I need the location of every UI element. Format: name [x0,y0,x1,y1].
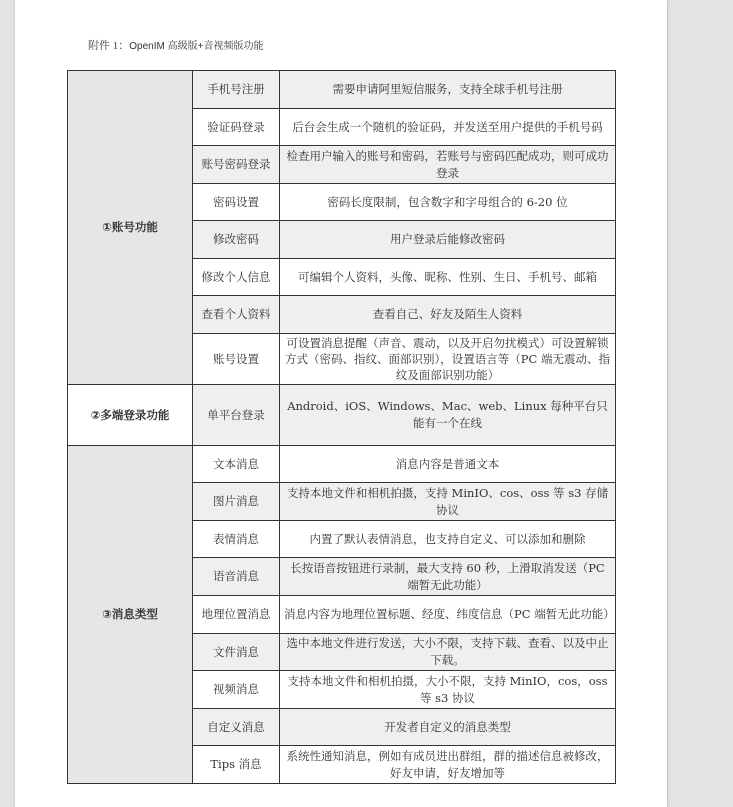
table-row [68,71,616,109]
feature-name: 验证码登录 [193,109,280,146]
document-title [88,37,263,53]
feature-description: 支持本地文件和相机拍摄，大小不限，支持 MinIO，cos，oss 等 s3 协议 [280,671,616,709]
feature-name: 查看个人资料 [193,296,280,334]
table-row [68,446,616,483]
feature-table [67,70,616,784]
feature-description: 开发者自定义的消息类型 [280,709,616,746]
feature-name: 修改个人信息 [193,259,280,296]
feature-description: 查看自己、好友及陌生人资料 [280,296,616,334]
table-row [68,385,616,446]
feature-name: 地理位置消息 [193,596,280,634]
feature-description: 长按语音按钮进行录制，最大支持 60 秒，上滑取消发送（PC 端暂无此功能） [280,558,616,596]
feature-name: 修改密码 [193,221,280,259]
feature-description: 需要申请阿里短信服务，支持全球手机号注册 [280,71,616,109]
feature-name: 账号设置 [193,334,280,385]
feature-name: 自定义消息 [193,709,280,746]
feature-description: 后台会生成一个随机的验证码，并发送至用户提供的手机号码 [280,109,616,146]
feature-description: 用户登录后能修改密码 [280,221,616,259]
feature-name: 账号密码登录 [193,146,280,184]
feature-description: 选中本地文件进行发送，大小不限，支持下载、查看、以及中止下载。 [280,634,616,671]
feature-name: 密码设置 [193,184,280,221]
title-main: OpenIM 高级版+音视频版功能 [129,41,264,52]
feature-name: 视频消息 [193,671,280,709]
feature-name: 图片消息 [193,483,280,521]
feature-description: 可编辑个人资料，头像、昵称、性别、生日、手机号、邮箱 [280,259,616,296]
category-account: ①账号功能 [68,71,193,385]
feature-description: 内置了默认表情消息，也支持自定义、可以添加和删除 [280,521,616,558]
feature-name: 表情消息 [193,521,280,558]
title-prefix: 附件 1： [88,40,130,52]
feature-name: 语音消息 [193,558,280,596]
feature-name: 文件消息 [193,634,280,671]
category-multi-login: ②多端登录功能 [68,385,193,446]
feature-description: 可设置消息提醒（声音、震动，以及开启勿扰模式）可设置解锁方式（密码、指纹、面部识别），设置语言等（PC 端无震动、指纹及面部识别功能） [280,334,616,385]
category-message-types: ③消息类型 [68,446,193,784]
feature-name: 单平台登录 [193,385,280,446]
feature-description: Android、iOS、Windows、Mac、web、Linux 每种平台只能有一个在线 [280,385,616,446]
feature-name: 手机号注册 [193,71,280,109]
feature-description: 消息内容为地理位置标题、经度、纬度信息（PC 端暂无此功能） [280,596,616,634]
feature-description: 系统性通知消息，例如有成员进出群组，群的描述信息被修改，好友申请，好友增加等 [280,746,616,784]
feature-name: 文本消息 [193,446,280,483]
feature-description: 支持本地文件和相机拍摄，支持 MinIO、cos、oss 等 s3 存储协议 [280,483,616,521]
feature-description: 检查用户输入的账号和密码，若账号与密码匹配成功，则可成功登录 [280,146,616,184]
feature-description: 密码长度限制，包含数字和字母组合的 6-20 位 [280,184,616,221]
feature-name: Tips 消息 [193,746,280,784]
feature-description: 消息内容是普通文本 [280,446,616,483]
